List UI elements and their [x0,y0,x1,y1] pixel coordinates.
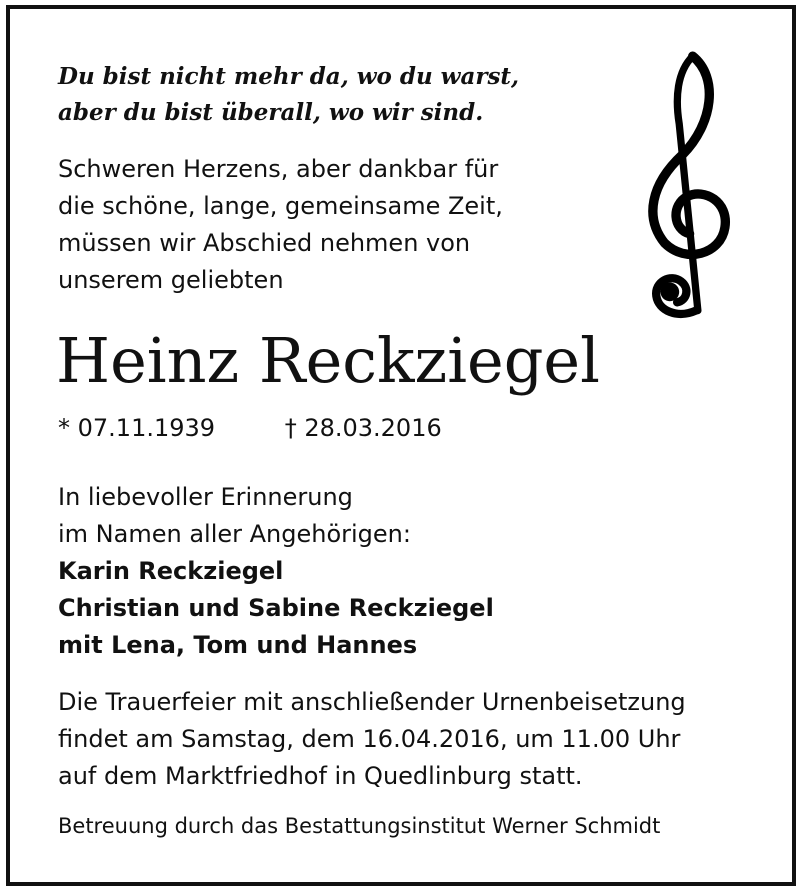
undertaker-credit: Betreuung durch das Bestattungsinstitut Werner Schmidt [58,814,661,838]
death-date: † 28.03.2016 [284,414,442,442]
mourner-name: Karin Reckziegel [58,557,284,585]
motto-line: aber du bist überall, wo wir sind. [58,99,484,126]
life-dates [58,414,442,442]
intro-line: die schöne, lange, gemeinsame Zeit, [58,192,503,220]
treble-clef-icon [635,51,740,321]
birth-date: * 07.11.1939 [58,414,216,442]
obituary-frame [6,5,796,886]
memory-line: im Namen aller Angehörigen: [58,520,411,548]
intro-line: müssen wir Abschied nehmen von [58,229,471,257]
intro-line: Schweren Herzens, aber dankbar für [58,155,499,183]
mourners-block [58,479,494,664]
ceremony-line: Die Trauerfeier mit anschließender Urnenbeisetzung [58,688,686,716]
ceremony-info [58,684,686,795]
motto-quote [58,59,519,131]
ceremony-line: findet am Samstag, dem 16.04.2016, um 11.00 Uhr [58,725,681,753]
intro-text [58,151,503,299]
memory-line: In liebevoller Erinnerung [58,483,353,511]
intro-line: unserem geliebten [58,266,284,294]
motto-line: Du bist nicht mehr da, wo du warst, [58,63,520,90]
obituary-content [10,9,792,882]
ceremony-line: auf dem Marktfriedhof in Quedlinburg statt. [58,762,583,790]
mourner-name: mit Lena, Tom und Hannes [58,631,418,659]
mourner-name: Christian und Sabine Reckziegel [58,594,494,622]
deceased-name: Heinz Reckziegel [56,324,600,397]
